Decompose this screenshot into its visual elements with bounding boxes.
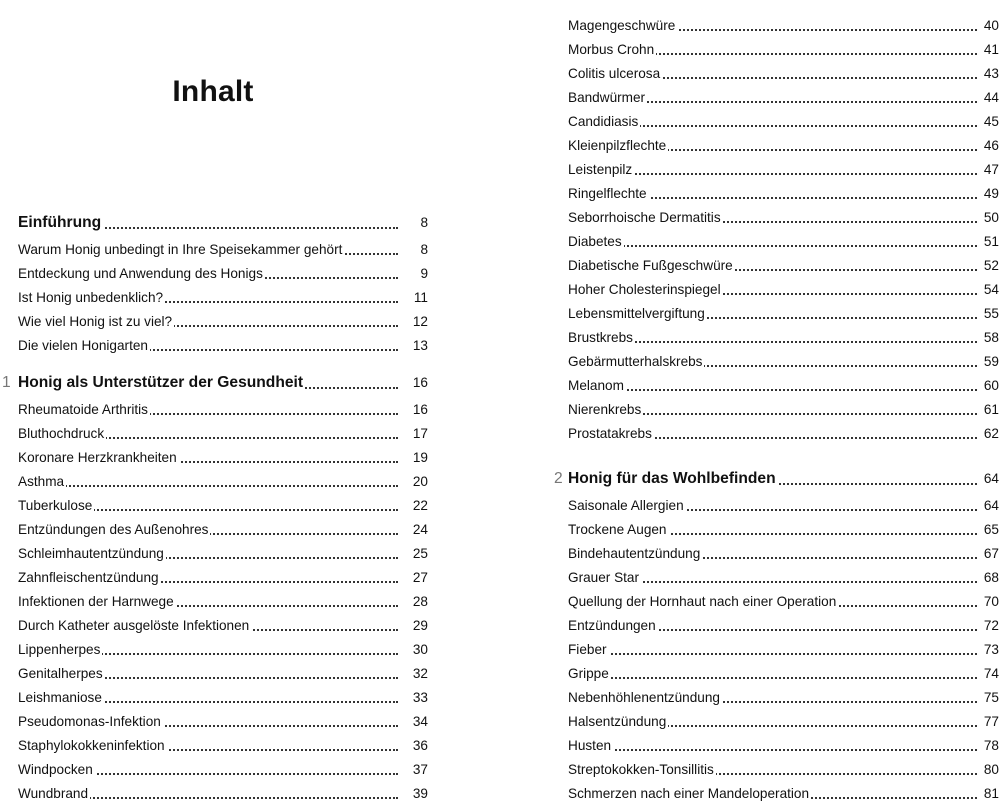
dot-leader — [568, 389, 977, 391]
toc-page-number: 78 — [980, 734, 999, 758]
toc-entry[interactable] — [18, 662, 428, 686]
toc-left-column — [2, 208, 428, 806]
toc-page-number: 55 — [980, 302, 999, 326]
toc-page-number: 34 — [409, 710, 428, 734]
toc-entry[interactable] — [18, 286, 428, 310]
toc-entry[interactable] — [568, 662, 999, 686]
toc-entry-label: Bluthochdruck — [18, 426, 105, 441]
toc-entry[interactable] — [568, 566, 999, 590]
toc-list-chapter-1 — [18, 398, 428, 806]
toc-entry-label: Nierenkrebs — [568, 402, 642, 417]
toc-entry[interactable] — [18, 590, 428, 614]
toc-entry-label: Leistenpilz — [568, 162, 633, 177]
toc-entry[interactable] — [568, 734, 999, 758]
toc-page-number: 52 — [980, 254, 999, 278]
toc-page-number: 80 — [980, 758, 999, 782]
toc-heading-intro[interactable] — [18, 208, 428, 238]
toc-entry[interactable] — [568, 590, 999, 614]
toc-page-number: 64 — [980, 494, 999, 518]
toc-page-number: 65 — [980, 518, 999, 542]
toc-entry[interactable] — [568, 374, 999, 398]
toc-entry[interactable] — [18, 470, 428, 494]
toc-entry-label: Lebensmittelvergiftung — [568, 306, 705, 321]
toc-entry-label: Saisonale Allergien — [568, 498, 684, 513]
toc-page-number: 24 — [409, 518, 428, 542]
toc-page-number: 75 — [980, 686, 999, 710]
toc-entry[interactable] — [568, 638, 999, 662]
page-title: Inhalt — [172, 75, 254, 108]
toc-right-column — [554, 14, 999, 806]
toc-page-number: 73 — [980, 638, 999, 662]
toc-entry[interactable] — [568, 134, 999, 158]
toc-entry[interactable] — [568, 38, 999, 62]
toc-entry-label: Diabetische Fußgeschwüre — [568, 258, 733, 273]
toc-entry-label: Schmerzen nach einer Mandeloperation — [568, 786, 810, 801]
toc-entry[interactable] — [568, 86, 999, 110]
toc-entry[interactable] — [18, 262, 428, 286]
toc-entry-label: Entdeckung und Anwendung des Honigs — [18, 266, 263, 281]
toc-entry-label: Prostatakrebs — [568, 426, 652, 441]
toc-entry[interactable] — [568, 710, 999, 734]
toc-page-number: 72 — [980, 614, 999, 638]
toc-entry[interactable] — [568, 302, 999, 326]
toc-page-number: 81 — [980, 782, 999, 806]
toc-page-number: 41 — [980, 38, 999, 62]
toc-entry-label: Kleienpilzflechte — [568, 138, 667, 153]
dot-leader — [568, 653, 977, 655]
toc-entry-label: Bandwürmer — [568, 90, 646, 105]
toc-entry-label: Staphylokokkeninfektion — [18, 738, 165, 753]
toc-page-number: 11 — [410, 286, 428, 310]
toc-page-number: 30 — [409, 638, 428, 662]
toc-page-number: 9 — [416, 262, 428, 286]
toc-entry[interactable] — [568, 110, 999, 134]
toc-page-number: 16 — [409, 368, 428, 398]
toc-entry-label: Husten — [568, 738, 612, 753]
toc-entry-label: Gebärmutterhalskrebs — [568, 354, 703, 369]
toc-page-number: 13 — [409, 334, 428, 358]
toc-entry-label: Nebenhöhlenentzündung — [568, 690, 720, 705]
toc-entry-label: Bindehautentzündung — [568, 546, 701, 561]
toc-entry[interactable] — [568, 326, 999, 350]
toc-entry[interactable] — [18, 310, 428, 334]
toc-entry[interactable] — [18, 782, 428, 806]
toc-entry[interactable] — [568, 422, 999, 446]
toc-entry-label: Wundbrand — [18, 786, 89, 801]
toc-entry-label: Ist Honig unbedenklich? — [18, 290, 164, 305]
toc-entry-label: Halsentzündung — [568, 714, 667, 729]
toc-page-number: 20 — [409, 470, 428, 494]
toc-entry[interactable] — [568, 614, 999, 638]
toc-entry-label: Ringelflechte — [568, 186, 647, 201]
toc-entry-label: Quellung der Hornhaut nach einer Operation — [568, 594, 837, 609]
toc-entry[interactable] — [568, 494, 999, 518]
toc-entry[interactable] — [568, 518, 999, 542]
toc-entry-label: Asthma — [18, 474, 65, 489]
toc-entry-label: Durch Katheter ausgelöste Infektionen — [18, 618, 250, 633]
toc-page-number: 37 — [409, 758, 428, 782]
toc-page-number: 44 — [980, 86, 999, 110]
toc-page-number: 54 — [980, 278, 999, 302]
chapter-number: 2 — [554, 464, 563, 494]
toc-entry[interactable] — [568, 542, 999, 566]
toc-page-number: 32 — [409, 662, 428, 686]
toc-entry-label: Seborrhoische Dermatitis — [568, 210, 721, 225]
toc-page-number: 70 — [980, 590, 999, 614]
toc-entry-label: Tuberkulose — [18, 498, 93, 513]
toc-entry[interactable] — [18, 238, 428, 262]
toc-page-number: 36 — [409, 734, 428, 758]
toc-list-chapter-2 — [568, 494, 999, 806]
toc-entry[interactable] — [18, 518, 428, 542]
toc-page-number: 45 — [980, 110, 999, 134]
toc-page-number: 29 — [409, 614, 428, 638]
toc-entry-label: Zahnfleischentzündung — [18, 570, 159, 585]
toc-page-number: 74 — [980, 662, 999, 686]
toc-entry-label: Genitalherpes — [18, 666, 103, 681]
toc-page-number: 19 — [409, 446, 428, 470]
toc-entry-label: Hoher Cholesterinspiegel — [568, 282, 721, 297]
toc-entry-label: Infektionen der Harnwege — [18, 594, 174, 609]
toc-entry-label: Candidiasis — [568, 114, 639, 129]
dot-leader — [568, 245, 977, 247]
toc-entry[interactable] — [568, 782, 999, 806]
toc-page-number: 68 — [980, 566, 999, 590]
toc-entry-label: Lippenherpes — [18, 642, 101, 657]
toc-page-number: 47 — [980, 158, 999, 182]
dot-leader — [568, 677, 977, 679]
toc-entry[interactable] — [18, 758, 428, 782]
toc-entry-label: Morbus Crohn — [568, 42, 655, 57]
toc-entry[interactable] — [568, 350, 999, 374]
toc-entry[interactable] — [568, 758, 999, 782]
toc-page-number: 28 — [409, 590, 428, 614]
toc-entry[interactable] — [568, 206, 999, 230]
toc-page-number: 27 — [409, 566, 428, 590]
toc-page-number: 33 — [409, 686, 428, 710]
toc-entry-label: Brustkrebs — [568, 330, 633, 345]
toc-page-number: 17 — [409, 422, 428, 446]
toc-entry-label: Magengeschwüre — [568, 18, 676, 33]
toc-page-number: 61 — [980, 398, 999, 422]
toc-page-number: 64 — [980, 464, 999, 494]
toc-page-number: 40 — [980, 14, 999, 38]
toc-page-number: 39 — [409, 782, 428, 806]
toc-page-number: 58 — [980, 326, 999, 350]
toc-list-intro — [18, 238, 428, 358]
toc-entry-label: Diabetes — [568, 234, 622, 249]
toc-page-number: 43 — [980, 62, 999, 86]
toc-entry-label: Entzündungen — [568, 618, 656, 633]
toc-page-number: 22 — [409, 494, 428, 518]
toc-entry-label: Warum Honig unbedingt in Ihre Speisekammer gehört — [18, 242, 343, 257]
toc-entry-label: Melanom — [568, 378, 624, 393]
toc-entry[interactable] — [568, 686, 999, 710]
toc-page-number: 77 — [980, 710, 999, 734]
toc-entry[interactable] — [568, 398, 999, 422]
toc-entry[interactable] — [568, 230, 999, 254]
toc-entry[interactable] — [18, 710, 428, 734]
toc-page-number: 16 — [409, 398, 428, 422]
toc-entry-label: Leishmaniose — [18, 690, 102, 705]
toc-entry[interactable] — [568, 14, 999, 38]
toc-heading-chapter-1[interactable] — [2, 368, 428, 398]
toc-page-number: 49 — [980, 182, 999, 206]
toc-entry-label: Koronare Herzkrankheiten — [18, 450, 177, 465]
toc-entry-label: Rheumatoide Arthritis — [18, 402, 148, 417]
toc-entry-label: Wie viel Honig ist zu viel? — [18, 314, 173, 329]
toc-heading-label: Honig für das Wohlbefinden — [568, 470, 776, 487]
toc-entry[interactable] — [18, 734, 428, 758]
toc-page-number: 60 — [980, 374, 999, 398]
toc-entry-label: Grauer Star — [568, 570, 640, 585]
toc-page-number: 46 — [980, 134, 999, 158]
toc-page-number: 59 — [980, 350, 999, 374]
toc-heading-label: Einführung — [18, 214, 102, 231]
toc-entry[interactable] — [18, 494, 428, 518]
toc-entry-label: Grippe — [568, 666, 609, 681]
toc-entry[interactable] — [18, 422, 428, 446]
toc-entry-label: Streptokokken-Tonsillitis — [568, 762, 714, 777]
toc-entry[interactable] — [18, 542, 428, 566]
toc-entry[interactable] — [18, 566, 428, 590]
toc-page-number: 62 — [980, 422, 999, 446]
toc-entry[interactable] — [18, 614, 428, 638]
toc-entry-label: Entzündungen des Außenohres — [18, 522, 209, 537]
toc-entry[interactable] — [18, 446, 428, 470]
toc-page-number: 25 — [409, 542, 428, 566]
toc-page-number: 67 — [980, 542, 999, 566]
toc-list-chapter-1-continued — [568, 14, 999, 446]
toc-entry[interactable] — [18, 638, 428, 662]
chapter-number: 1 — [2, 368, 11, 398]
toc-entry[interactable] — [18, 398, 428, 422]
toc-entry[interactable] — [568, 278, 999, 302]
toc-entry-label: Colitis ulcerosa — [568, 66, 661, 81]
toc-heading-chapter-2[interactable] — [554, 464, 999, 494]
toc-page-number: 8 — [416, 208, 428, 238]
toc-entry[interactable] — [18, 686, 428, 710]
toc-entry-label: Windpocken — [18, 762, 93, 777]
dot-leader — [568, 749, 977, 751]
toc-entry-label: Pseudomonas-Infektion — [18, 714, 161, 729]
toc-heading-label: Honig als Unterstützer der Gesundheit — [18, 374, 304, 391]
toc-page-number: 8 — [416, 238, 428, 262]
toc-page-number: 50 — [980, 206, 999, 230]
toc-entry-label: Trockene Augen — [568, 522, 667, 537]
toc-page-number: 51 — [980, 230, 999, 254]
toc-entry[interactable] — [568, 182, 999, 206]
toc-entry-label: Schleimhautentzündung — [18, 546, 164, 561]
toc-entry[interactable] — [18, 334, 428, 358]
toc-entry-label: Fieber — [568, 642, 607, 657]
toc-entry[interactable] — [568, 62, 999, 86]
toc-page-number: 12 — [409, 310, 428, 334]
toc-entry[interactable] — [568, 254, 999, 278]
toc-entry[interactable] — [568, 158, 999, 182]
dot-leader — [18, 485, 398, 487]
toc-entry-label: Die vielen Honigarten — [18, 338, 148, 353]
